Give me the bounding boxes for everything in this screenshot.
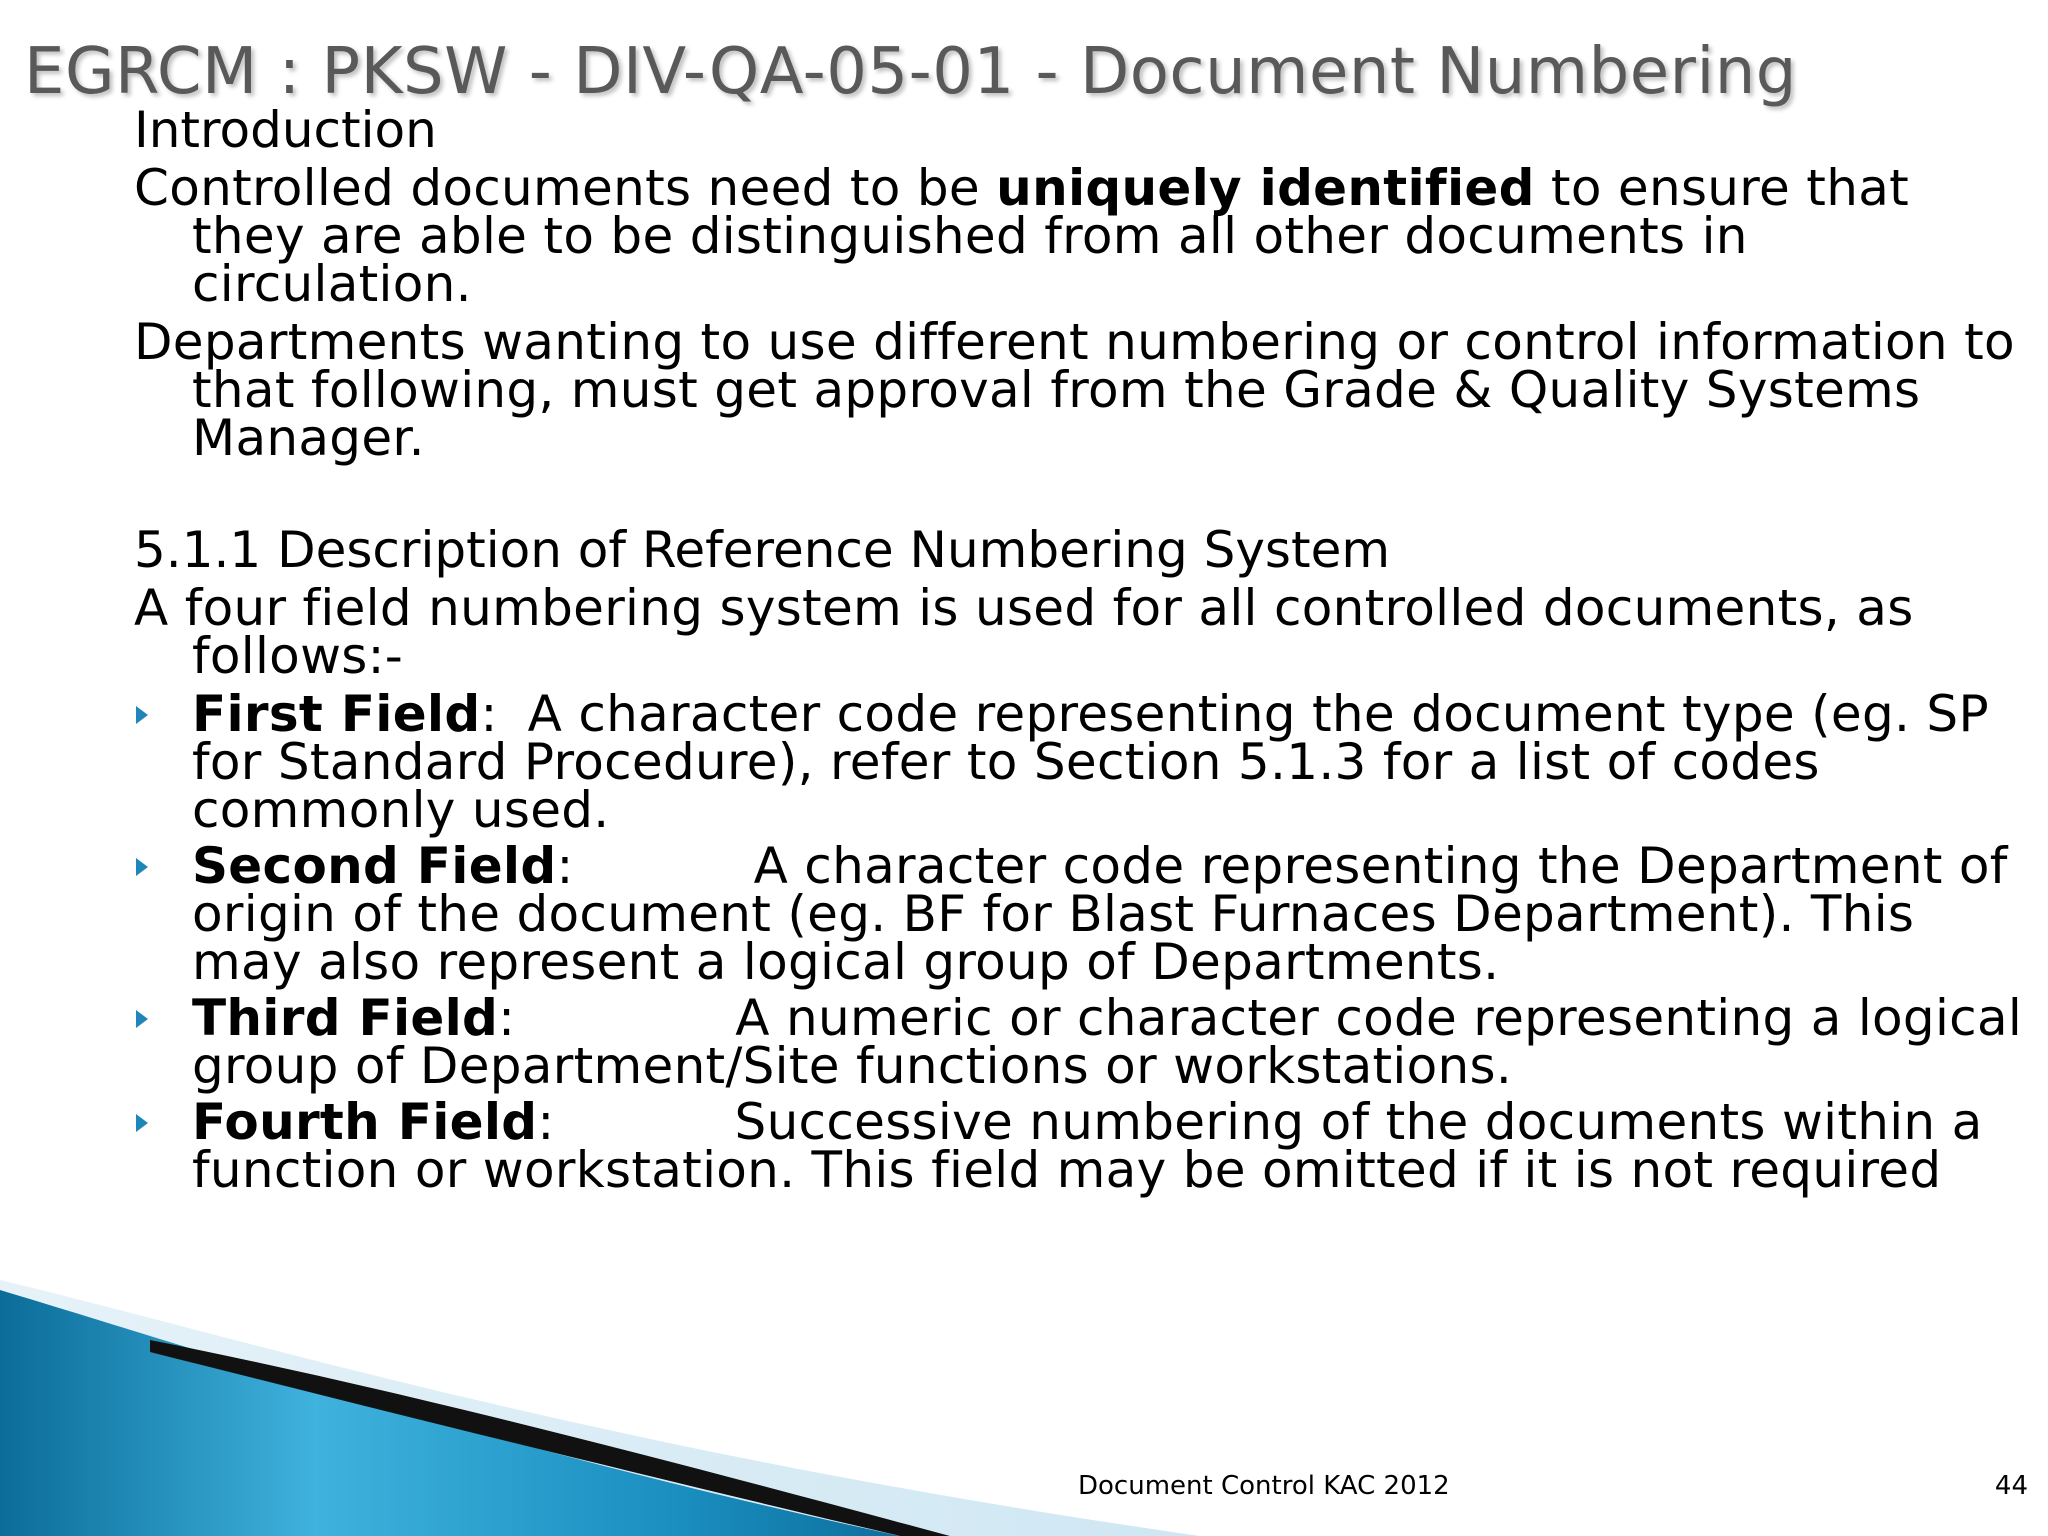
field-separator: : [480,685,498,743]
slide-content [134,100,2034,1202]
field-name: First Field [192,685,481,743]
field-description: A character code representing the document type (eg. SP for Standard Procedure), refer to Section 5.1.3 for a list of codes commonly used. [192,685,1989,839]
intro-p1-text: Controlled documents need to be [134,159,997,217]
field-list [134,685,2034,1199]
bullet-arrow-icon [136,1114,148,1132]
list-item [134,989,2034,1095]
bullet-arrow-icon [136,1010,148,1028]
list-item [134,1093,2034,1199]
decorative-swoosh [0,1280,1200,1536]
page-number: 44 [1994,1471,2028,1501]
section-intro: A four field numbering system is used for all controlled documents, as follows:- [134,579,1914,685]
intro-p1-emphasis: uniquely identified [996,159,1535,217]
spacer [134,472,2034,520]
section-heading: 5.1.1 Description of Reference Numbering System [134,521,1391,579]
field-separator: : [537,1093,555,1151]
list-item [134,685,2034,839]
field-name: Second Field [192,837,557,895]
bullet-arrow-icon [136,858,148,876]
intro-paragraph-2: Departments wanting to use different numbering or control information to that following, must get approval from the Grade & Quality Systems Manager. [134,313,2015,467]
intro-heading: Introduction [134,101,437,159]
bullet-arrow-icon [136,706,148,724]
field-description: A character code representing the Department of origin of the document (eg. BF for Blast Furnaces Department). This may also represent a logical group of Departments. [192,837,2008,991]
field-name: Third Field [192,989,499,1047]
field-description: Successive numbering of the documents within a function or workstation. This field may be omitted if it is not required [192,1093,1983,1199]
list-item [134,837,2034,991]
slide-title: EGRCM : PKSW - DIV-QA-05-01 - Document Numbering [24,35,1797,109]
field-separator: : [498,989,516,1047]
field-description: A numeric or character code representing a logical group of Department/Site functions or workstations. [192,989,2023,1095]
intro-paragraph-1 [134,159,2034,313]
footer-text: Document Control KAC 2012 [1078,1471,1450,1501]
intro-p1-text-after: to ensure that they are able to be distinguished from all other documents in circulation. [192,159,1910,313]
field-name: Fourth Field [192,1093,538,1151]
field-separator: : [556,837,574,895]
